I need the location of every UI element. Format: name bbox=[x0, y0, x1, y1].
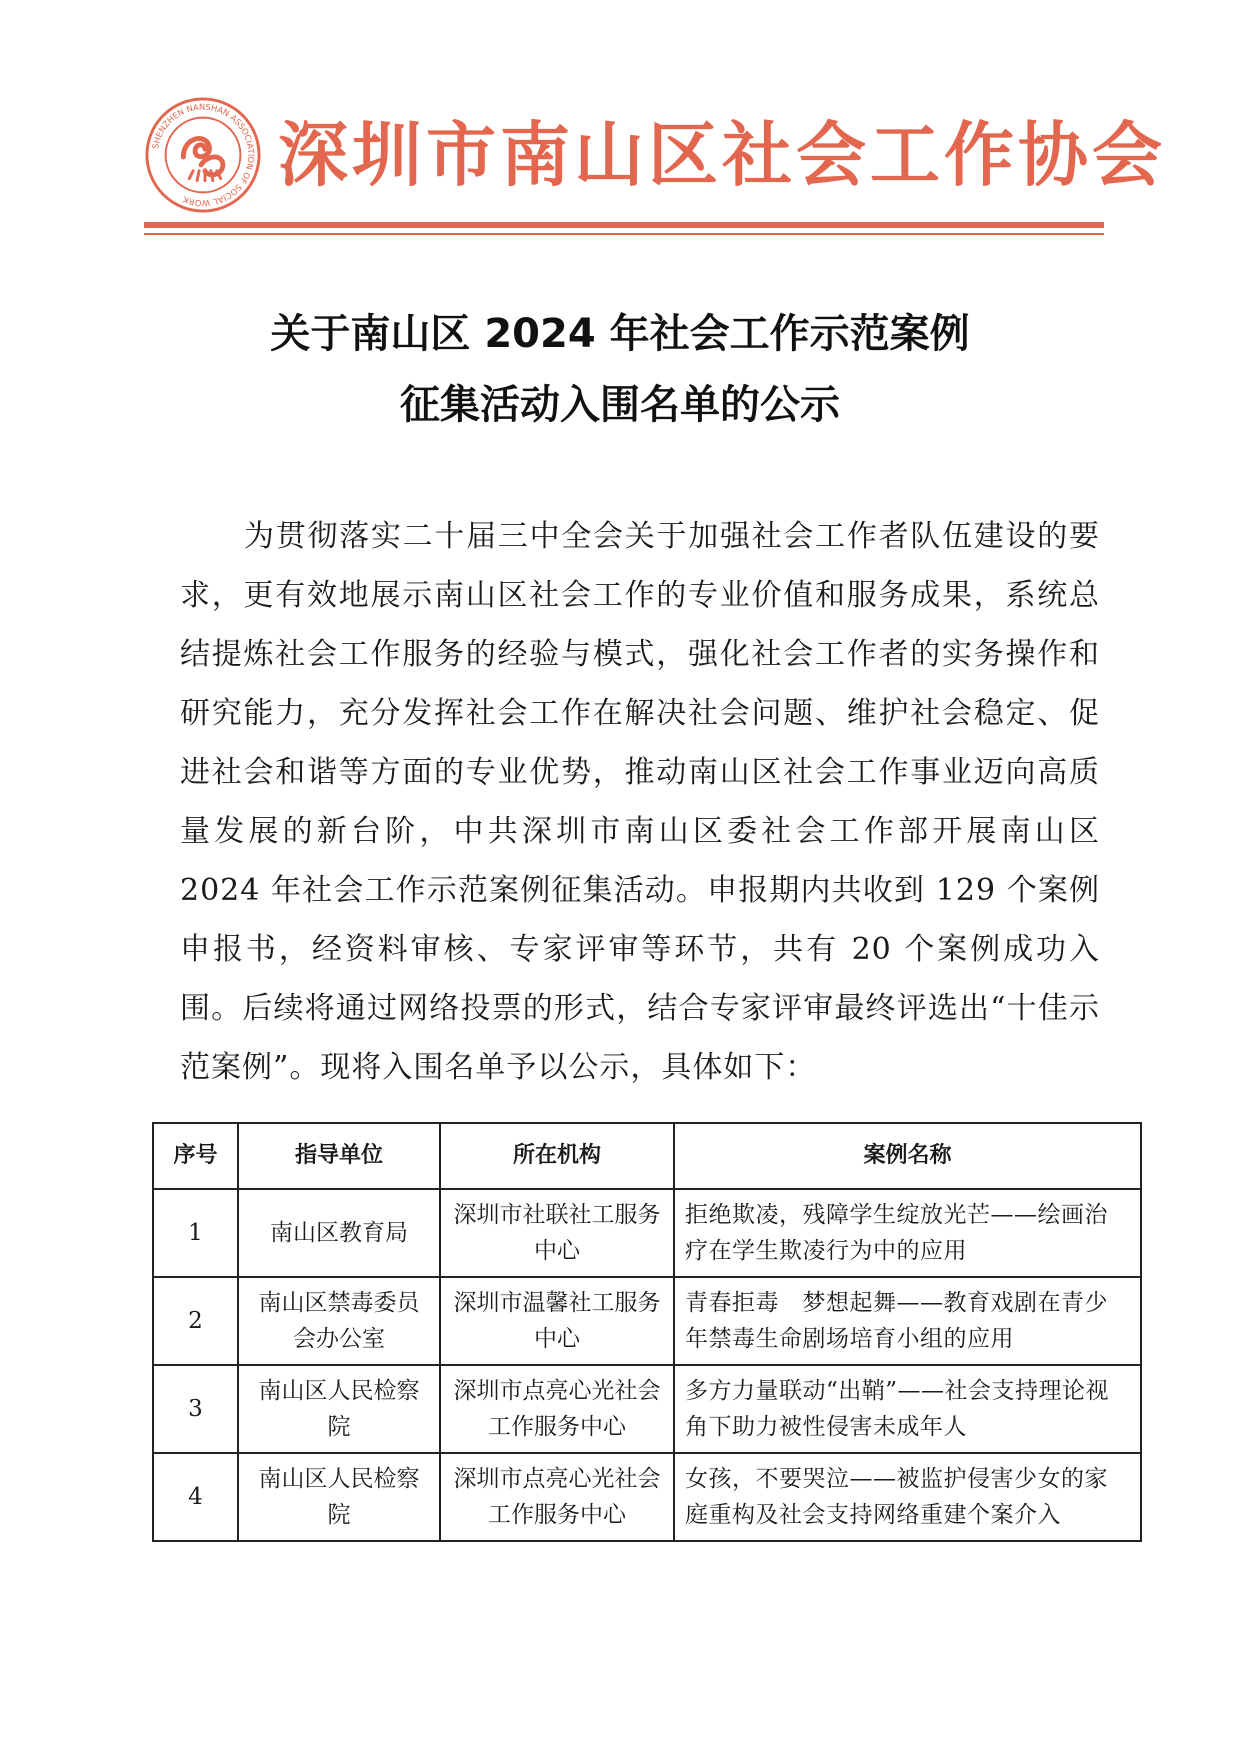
table-row bbox=[153, 1189, 1141, 1277]
table-row bbox=[153, 1365, 1141, 1453]
seal-text: SHENZHEN NANSHAN ASSOCIATION OF SOCIAL WORK bbox=[150, 101, 257, 209]
cell-case-name: 拒绝欺凌，残障学生绽放光芒——绘画治疗在学生欺凌行为中的应用 bbox=[674, 1189, 1141, 1277]
document-title-line-2: 征集活动入围名单的公示 bbox=[400, 382, 840, 428]
cell-guiding-unit: 南山区人民检察院 bbox=[238, 1365, 440, 1453]
cell-institution: 深圳市点亮心光社会工作服务中心 bbox=[440, 1453, 674, 1541]
cell-guiding-unit: 南山区教育局 bbox=[238, 1189, 440, 1277]
cell-institution: 深圳市温馨社工服务中心 bbox=[440, 1277, 674, 1365]
header-serial: 序号 bbox=[153, 1123, 238, 1189]
table-row bbox=[153, 1453, 1141, 1541]
header-institution: 所在机构 bbox=[440, 1123, 674, 1189]
cell-case-name: 女孩，不要哭泣——被监护侵害少女的家庭重构及社会支持网络重建个案介入 bbox=[674, 1453, 1141, 1541]
cell-guiding-unit: 南山区人民检察院 bbox=[238, 1453, 440, 1541]
cell-serial: 4 bbox=[153, 1453, 238, 1541]
shortlist-table bbox=[152, 1122, 1142, 1542]
document-title-line-1: 关于南山区 2024 年社会工作示范案例 bbox=[270, 311, 970, 357]
body-paragraph: 为贯彻落实二十届三中全会关于加强社会工作者队伍建设的要求，更有效地展示南山区社会工作的专业价值和服务成果，系统总结提炼社会工作服务的经验与模式，强化社会工作者的实务操作和研究能力，充分发挥社会工作在解决社会问题、维护社会稳定、促进社会和谐等方面的专业优势，推动南山区社会工作事业迈向高质量发展的新台阶，中共深圳市南山区委社会工作部开展南山区 2024 年社会工作示范案例征集活动。申报期内共收到 129 个案例申报书，经资料审核、专家评审等环节，共有 20 个案例成功入围。后续将通过网络投票的形式，结合专家评审最终评选出“十佳示范案例”。现将入围名单予以公示，具体如下： bbox=[180, 519, 1100, 1085]
cell-serial: 2 bbox=[153, 1277, 238, 1365]
cell-serial: 3 bbox=[153, 1365, 238, 1453]
cell-case-name: 多方力量联动“出鞘”——社会支持理论视角下助力被性侵害未成年人 bbox=[674, 1365, 1141, 1453]
table-header-row bbox=[153, 1123, 1141, 1189]
table-row bbox=[153, 1277, 1141, 1365]
cell-institution: 深圳市点亮心光社会工作服务中心 bbox=[440, 1365, 674, 1453]
letterhead-rule-thin bbox=[144, 233, 1104, 235]
association-logo-icon bbox=[144, 96, 262, 214]
letterhead-rule-thick bbox=[144, 222, 1104, 228]
letterhead bbox=[144, 86, 1166, 246]
cell-case-name: 青春拒毒 梦想起舞——教育戏剧在青少年禁毒生命剧场培育小组的应用 bbox=[674, 1277, 1141, 1365]
header-case-name: 案例名称 bbox=[674, 1123, 1141, 1189]
cell-guiding-unit: 南山区禁毒委员会办公室 bbox=[238, 1277, 440, 1365]
cell-serial: 1 bbox=[153, 1189, 238, 1277]
header-guiding-unit: 指导单位 bbox=[238, 1123, 440, 1189]
organization-name: 深圳市南山区社会工作协会 bbox=[278, 114, 1166, 196]
cell-institution: 深圳市社联社工服务中心 bbox=[440, 1189, 674, 1277]
